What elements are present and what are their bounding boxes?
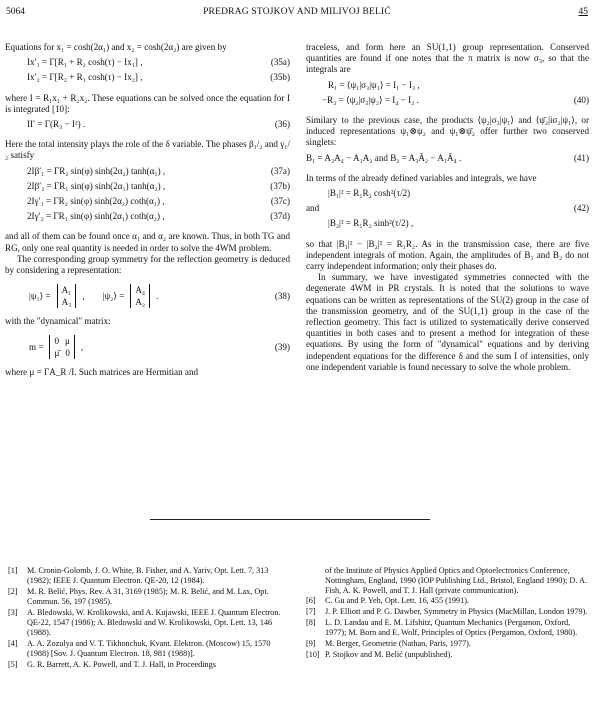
summary-paragraph: In summary, we have investigated symmetries connected with the degenerate 4WM in PR crystals. It is noted that the solutions to wave equations can be written as representations of the SU(2) group in the case of the transmission geometry, and of the SU(1,1) group in the case of the reflection geometry. This fact is utilized to systematically derive conserved quantities in both cases and to present a method for integration of these equations. By using the form of "dynamical" equations and by deriving independent equations for the difference δ and the sum I of intensities, only one independent variable is found necessary to solve the whole problem. (306, 272, 589, 372)
reference-continuation: of the Institute of Physics Applied Optics and Optoelectronics Conference, Nottingham, England, 1990 (IOP Publishing Ltd., Bristol, England 1990); D. A. Fish, A. K. Powell, and T. J. Hall (private communication). (325, 566, 587, 595)
reference-item: [10] P. Stojkov and M. Belić (unpublished). (306, 650, 453, 659)
reference-item: [9] M. Berger, Geometrie (Nathan, Paris, 1977). (306, 639, 471, 648)
psi1-ket: |ψ₁⟩ = (29, 290, 51, 301)
equation-label: (37d) (270, 211, 290, 222)
reference-item: [5] G. R. Barrett, A. K. Powell, and T. J. Hall, in Proceedings (8, 660, 216, 669)
reference-item: [6] C. Gu and P. Yeh, Opt. Lett. 16, 455 (1991). (306, 596, 469, 605)
where-paragraph: where I = R₁x₁ + R₂x₂. These equations can be solved once the equation for I is integrated [10]: (5, 92, 290, 114)
equation-40-second: −R₂ = ⟨ψ₂|σ₃|ψ₂⟩ = I₄ − I₂ . (40) (322, 94, 589, 105)
traceless-paragraph: traceless, and form here an SU(1,1) group representation. Conserved quantities are found if one notes that the π matrix is now σ₃, so that the integrals are (306, 42, 589, 75)
volume-number: 45 (578, 7, 588, 17)
and-word: and (306, 203, 320, 214)
references-left (8, 566, 284, 671)
intro-paragraph: Equations for x₁ = cosh(2α₁) and x₂ = cosh(2α₂) are given by (5, 42, 227, 52)
equation-label: (37c) (270, 196, 290, 207)
all-known-paragraph: and all of them can be found once α₁ and α₂ are known. Thus, in both TG and RG, only one real quantity is needed in order to solve the 4WM problem. (5, 231, 290, 253)
equation-38: |ψ₁⟩ = A₁ A₃ , |ψ₂⟩ = A₄ A₂ . (38) (29, 285, 290, 308)
reference-item: [2] M. R. Belić, Phys. Rev. A 31, 3169 (1985); M. R. Belić, and M. Lax, Opt. Commun. 56, 197 (1985). (8, 587, 269, 606)
equation-37c: 2Iγ′₁ = ΓR₂ sin(φ) sinh(2α₂) coth(α₁) , (37c) (27, 196, 290, 207)
references-right (306, 566, 589, 661)
equation-35a: Ix′₁ = Γ[R₁ + R₂ cosh(τ) − Ix₁] , (35a) (27, 57, 290, 68)
left-column (5, 42, 290, 379)
similary-paragraph: Similary to the previous case, the products ⟨ψ₂|σ₃|ψ₁⟩ and ⟨ψ̄₂|iσ₂|ψ₁⟩, or induced representations ψ₁⊗ψ₂ and ψ₁⊗ψ̄₂ offer further two conserved singlets: (306, 115, 589, 148)
equation-label: (38) (274, 290, 290, 301)
mu-definition-paragraph: where μ = ΓA_R /I. Such matrices are Hermitian and (5, 367, 199, 378)
page-number: 5064 (6, 7, 25, 17)
right-column (306, 42, 589, 373)
equation-label: (37b) (270, 180, 290, 191)
psi2-ket: |ψ₂⟩ = (102, 290, 125, 301)
total-intensity-paragraph: Here the total intensity plays the role of the δ variable. The phases β₁/₂ and γ₁/₂ satisfy (5, 139, 290, 161)
equation-37b: 2Iβ′₂ = ΓR₁ sin(φ) sinh(2α₁) tanh(α₂) , (37b) (27, 180, 290, 191)
equation-label: (36) (274, 119, 290, 130)
psi2-column-vector: A₄ A₂ (130, 284, 150, 308)
equation-label: (41) (573, 152, 589, 163)
equation-label: (35b) (270, 72, 290, 83)
corresponding-paragraph: The corresponding group symmetry for the reflection geometry is deduced by considering a representation: (5, 253, 290, 276)
equation-label: (42) (573, 203, 589, 214)
dynamical-matrix: 0 μ μ̄ 0 (49, 335, 74, 359)
equation-37a: 2Iβ′₁ = ΓR₂ sin(φ) sinh(2α₂) tanh(α₁) , (37a) (27, 165, 290, 176)
equation-36: II′ = Γ(R₃ − I²) . (36) (27, 119, 290, 130)
in-terms-paragraph: In terms of the already defined variables and integrals, we have (306, 172, 537, 183)
equation-42-second: |B₂|² = R₁R₂ sinh²(τ/2) , (328, 218, 414, 229)
reference-item: [4] A. A. Zozulya and V. T. Tikhonchuk, Kvant. Elektron. (Moscow) 15, 1570 (1988) [Sov. J. Quantum Electron. 18, 981 (1988)]. (8, 639, 271, 658)
equation-41: B₁ = A₃A₄ − A₁A₂ and B₂ = A₃Ā₂ − A₁Ā₄ . (41) (306, 152, 589, 163)
reference-item: [3] A. Bledowski, W. Krolikowski, and A. Kujawski, IEEE J. Quantum Electron. QE-22, 1547 (1986); A. Bledowski and W. Krolikowski, Opt. Lett. 13, 146 (1988). (8, 608, 281, 637)
equation-39: m = 0 μ μ̄ 0 , (39) (29, 336, 290, 359)
equation-42-and-row (306, 203, 589, 214)
equation-label: (39) (274, 341, 290, 352)
dynamical-matrix-intro: with the "dynamical" matrix: (5, 316, 111, 327)
references-divider (150, 519, 430, 520)
equation-35b: Ix′₂ = Γ[R₂ + R₁ cosh(τ) − Ix₂] , (35b) (27, 72, 290, 83)
running-title: PREDRAG STOJKOV AND MILIVOJ BELIĆ (203, 7, 391, 17)
reference-item: [8] L. D. Landau and E. M. Lifshitz, Quantum Mechanics (Pergamon, Oxford, 1977); M. Born and E. Wolf, Principles of Optics (Pergamon, Oxford, 1980). (306, 618, 578, 637)
equation-37d: 2Iγ′₂ = ΓR₁ sin(φ) sinh(2α₁) coth(α₂) , (37d) (27, 211, 290, 222)
so-that-paragraph: so that |B₁|² − |B₂|² = R₁R₂. As in the transmission case, there are five independent integrals of motion. Again, the amplitudes of B₁ and B₂ do not carry independent information; only their phases do. (306, 238, 589, 272)
m-symbol: m = (29, 341, 44, 352)
reference-item: [7] J. P. Elliott and P. G. Dawber, Symmetry in Physics (MacMillan, London 1979). (306, 607, 588, 616)
equation-label: (35a) (270, 57, 290, 68)
reference-item: [1] M. Cronin-Golomb, J. O. White, B. Fisher, and A. Yariv, Opt. Lett. 7, 313 (1982); IEEE J. Quantum Electron. QE-20, 12 (1984). (8, 566, 269, 585)
equation-40-first: R₁ = ⟨ψ₁|σ₃|ψ₁⟩ = I₁ − I₃ , (328, 79, 420, 90)
page-header (6, 7, 588, 21)
equation-label: (37a) (270, 165, 290, 176)
psi1-column-vector: A₁ A₃ (57, 284, 77, 308)
equation-42-first: |B₁|² = R₁R₂ cosh²(τ/2) (328, 188, 411, 199)
equation-label: (40) (573, 94, 589, 105)
